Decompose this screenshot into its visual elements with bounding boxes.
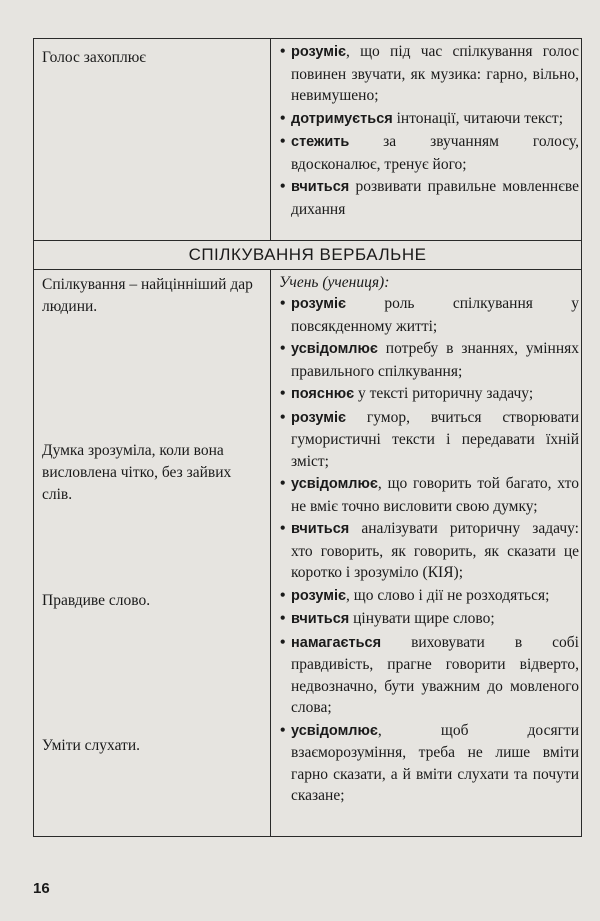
list-item: • стежить за звучанням голосу, вдосконалює, тренує його; <box>279 131 579 175</box>
topic-text: Правдиве слово. <box>42 592 151 609</box>
table-row <box>34 270 582 837</box>
topic-cell <box>34 270 271 837</box>
outcomes-list <box>271 39 581 220</box>
outcomes-cell <box>271 39 582 241</box>
list-item: • пояснює у тексті риторичну задачу; <box>279 383 579 406</box>
list-item: • розуміє гумор, вчиться створювати гумористичні тексти і передавати їхній зміст; <box>279 407 579 473</box>
list-item: • розуміє роль спілкування у повсякденному житті; <box>279 293 579 337</box>
list-item: • намагається виховувати в собі правдивість, прагне говорити відверто, недвозначно, бути уважним до мовленого слова; <box>279 632 579 719</box>
list-item: • вчиться розвивати правильне мовленнєве дихання <box>279 176 579 220</box>
role-heading: Учень (учениця): <box>279 274 390 291</box>
topic-cell <box>34 39 271 241</box>
list-item: • розуміє, що слово і дії не розходяться; <box>279 585 579 608</box>
curriculum-table <box>33 38 582 837</box>
outcomes-list <box>271 293 581 807</box>
list-item: • дотримується інтонації, читаючи текст; <box>279 108 579 131</box>
list-item: • усвідомлює, щоб досягти взаєморозуміння, треба не лише вміти гарно сказати, а й вміти слухати та почути сказане; <box>279 720 579 807</box>
outcomes-cell <box>271 270 582 837</box>
list-item: • розуміє, що під час спілкування голос повинен звучати, як музика: гарно, вільно, невимушено; <box>279 41 579 107</box>
list-item: • усвідомлює потребу в знаннях, уміннях правильного спілкування; <box>279 338 579 382</box>
list-item: • усвідомлює, що говорить той багато, хто не вміє точно висловити свою думку; <box>279 473 579 517</box>
topic-text: Спілкування – найцінніший дар людини. <box>42 276 253 315</box>
topic-text: Думка зрозуміла, коли вона висловлена чітко, без зайвих слів. <box>42 442 232 503</box>
table-row <box>34 241 582 270</box>
topic-text: Уміти слухати. <box>42 737 141 754</box>
topic-text: Голос захоплює <box>42 49 146 66</box>
page-number: 16 <box>33 880 50 897</box>
list-item: • вчиться цінувати щире слово; <box>279 608 579 631</box>
section-title: СПІЛКУВАННЯ ВЕРБАЛЬНЕ <box>34 241 582 270</box>
table-row <box>34 39 582 241</box>
list-item: • вчиться аналізувати риторичну задачу: хто говорить, як говорить, як сказати це коротко і зрозуміло (КІЯ); <box>279 518 579 584</box>
